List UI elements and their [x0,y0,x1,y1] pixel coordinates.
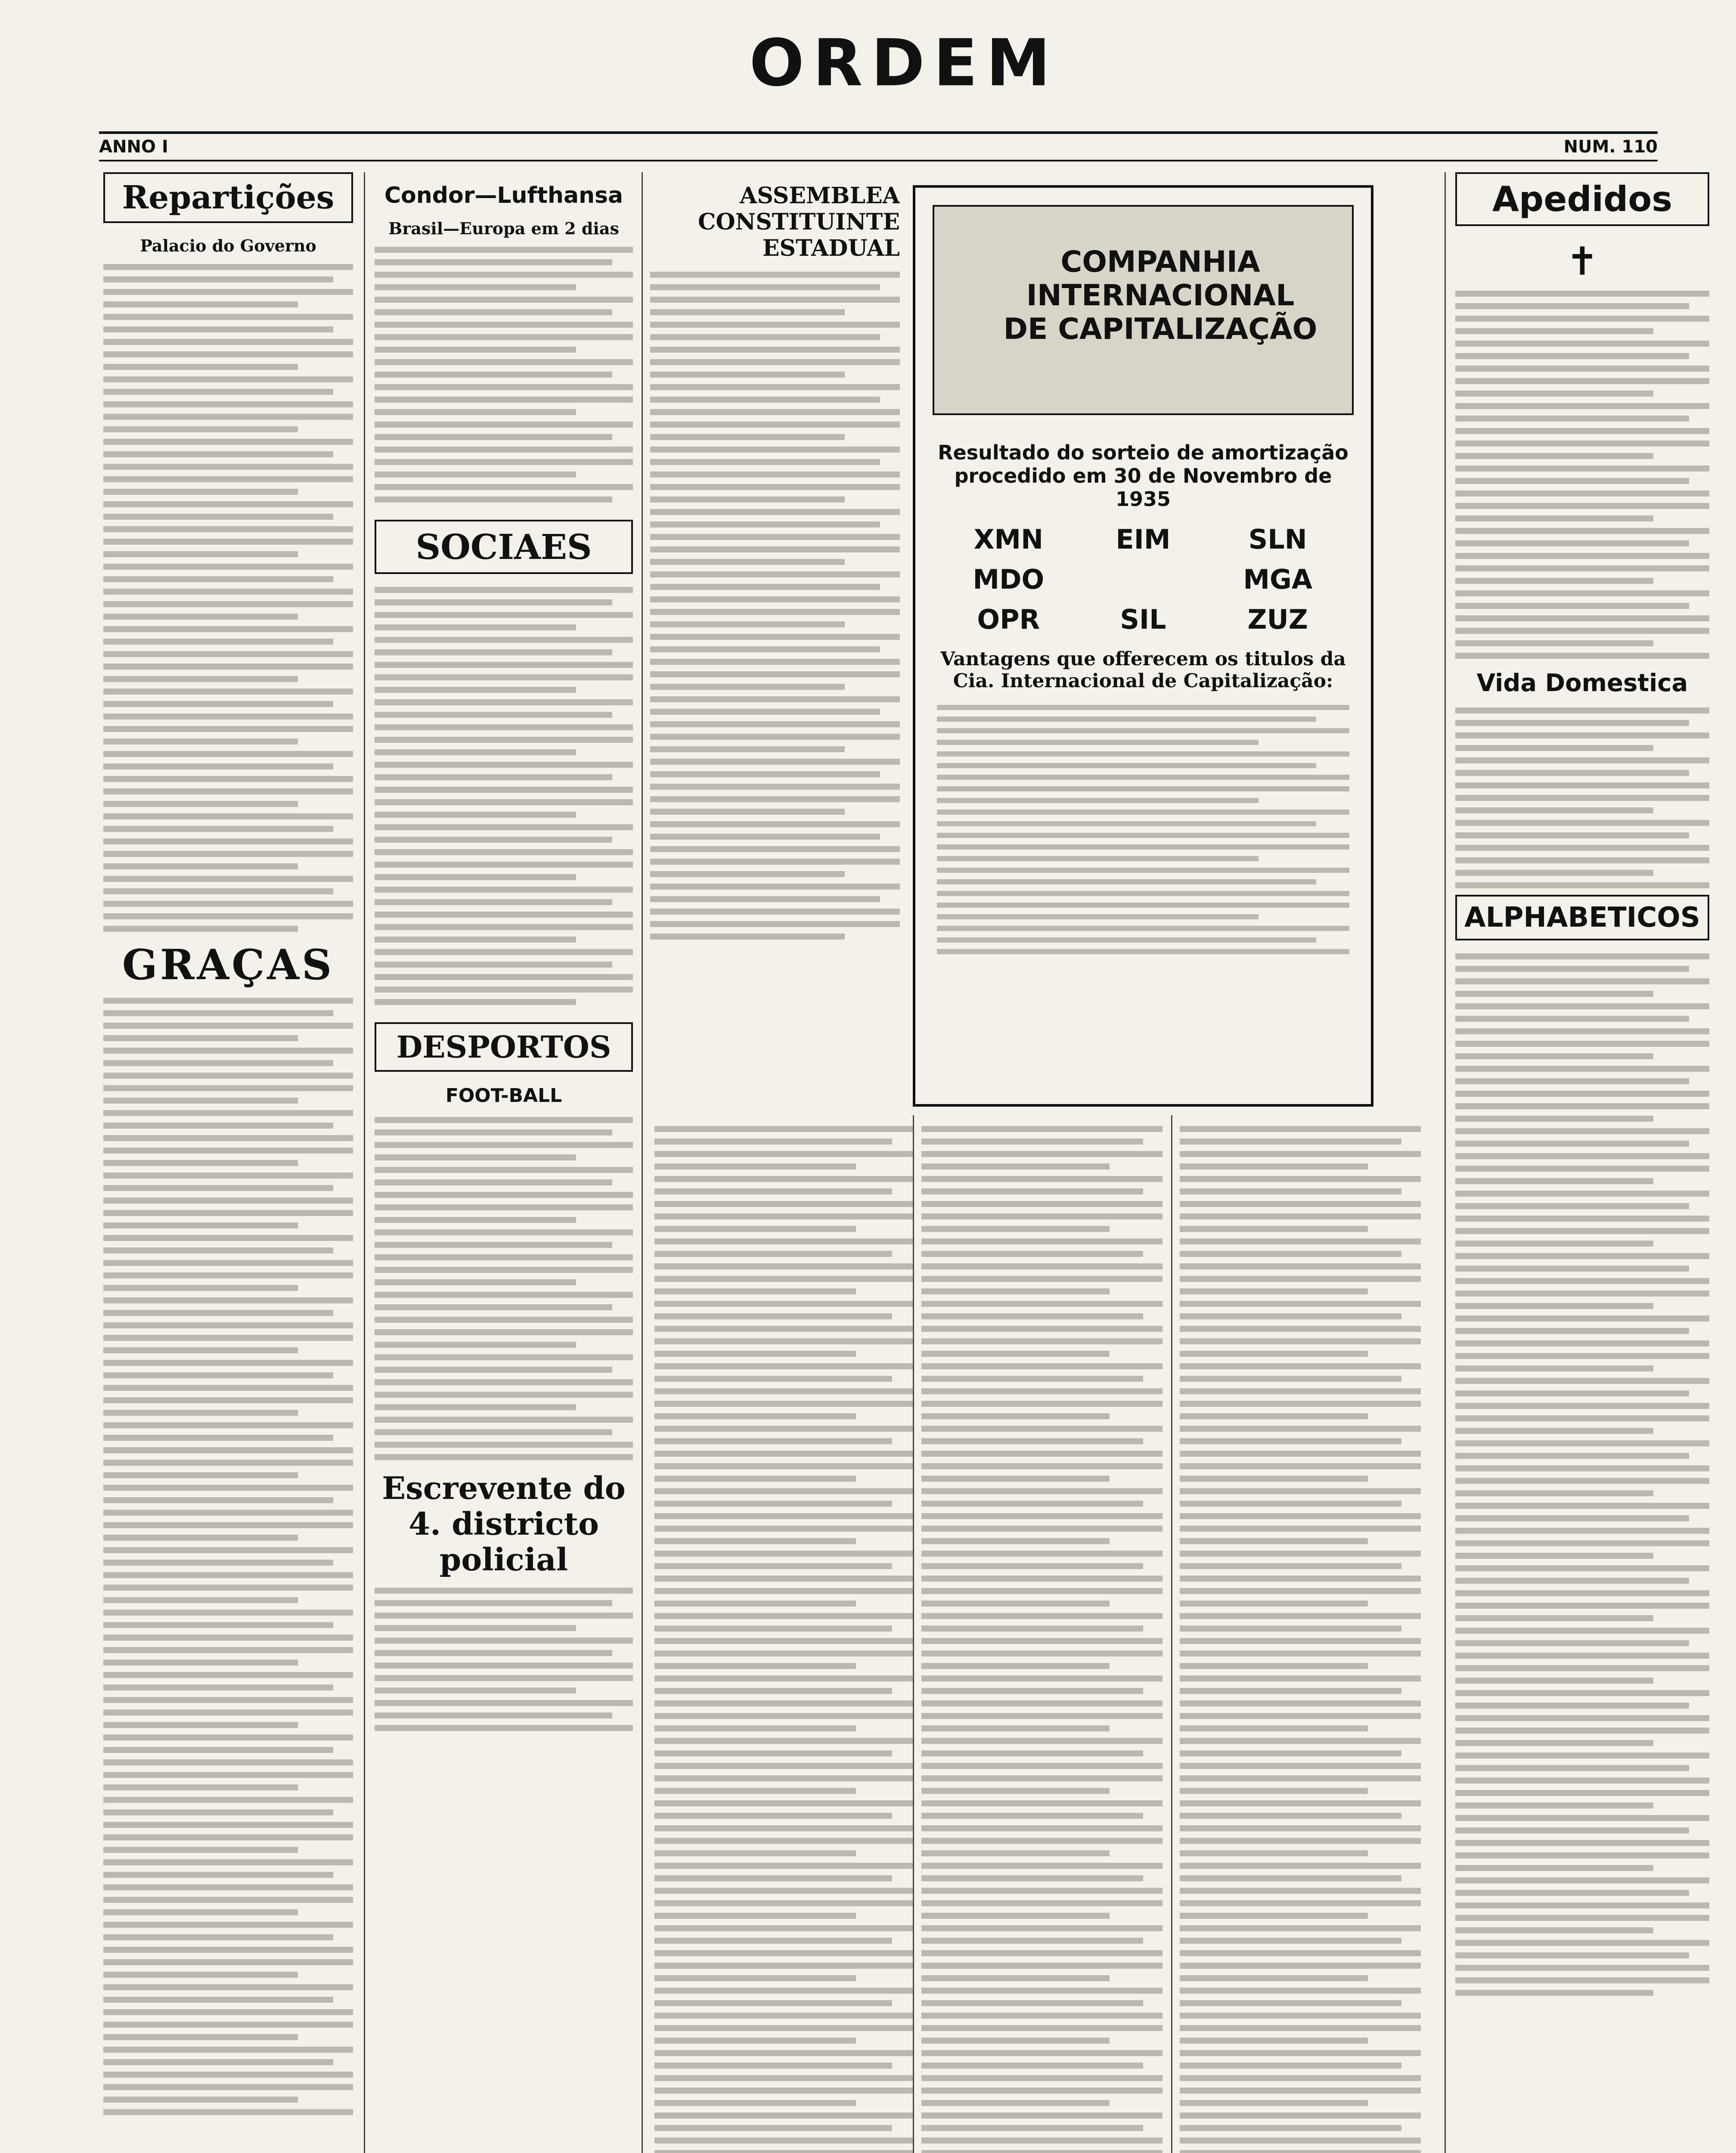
draw-code: SLN [1248,524,1307,555]
company-logo [933,205,1354,415]
article-text [375,1117,633,1460]
article-text [375,1588,633,1731]
subheading-palacio: Palacio do Governo [140,236,316,255]
section-heading-alphabeticos: ALPHABETICOS [1455,895,1709,940]
draw-code: OPR [977,604,1040,635]
ad-benefits-text [937,705,1349,954]
draw-code: SIL [1120,604,1166,635]
section-heading-apedidos: Apedidos [1455,172,1709,226]
column-condor-sociaes [375,172,633,2153]
column-rule [364,172,365,2153]
column-rule [1445,172,1446,2153]
issue-number: NUM. 110 [1563,137,1658,157]
column-assembleia [650,172,900,1098]
heading-escrevente: Escrevente do 4. districto policial [382,1470,626,1578]
article-text [1180,1120,1421,2153]
draw-codes [941,524,1345,635]
masthead [0,0,1736,157]
draw-code: MDO [973,564,1045,595]
article-text [103,264,353,932]
heading-assembleia: ASSEMBLEA CONSTITUINTE ESTADUAL [698,183,900,261]
draw-code: MGA [1243,564,1312,595]
article-text [103,998,353,2115]
draw-code: EIM [1116,524,1171,555]
draw-code: ZUZ [1247,604,1308,635]
cross-icon: ✝ [1566,239,1599,284]
article-text [1455,953,1709,1996]
issue-info-bar [99,131,1658,161]
article-text [921,1120,1162,2153]
heading-football: FOOT-BALL [445,1085,562,1107]
section-heading-reparticoes: Repartições [103,172,353,223]
article-text [654,1120,913,2153]
section-heading-gracas: GRAÇAS [122,940,335,989]
column-rule [913,1115,914,2153]
logo-line-1: COMPANHIA INTERNACIONAL [1026,245,1295,313]
column-reparticoes [103,172,353,2153]
article-text [375,247,633,503]
column-rule [1171,1115,1172,2153]
heading-condor: Condor—Lufthansa [384,183,623,208]
newspaper-title: ORDEM [749,26,1059,101]
section-heading-desportos: DESPORTOS [375,1022,633,1072]
issue-year: ANNO I [99,137,168,157]
capitalization-ad [913,185,1373,1107]
ad-subheading: Vantagens que offerecem os titulos da Cia. Internacional de Capitalização: [940,648,1346,692]
subheading-brasil-europa: Brasil—Europa em 2 dias [388,219,619,238]
ad-heading: Resultado do sorteio de amortização procedido em 30 de Novembro de 1935 [938,441,1348,511]
article-text [1455,707,1709,888]
article-text [1455,291,1709,659]
heading-vida-domestica: Vida Domestica [1476,669,1688,697]
section-heading-sociaes: SOCIAES [375,520,633,574]
column-apedidos [1455,172,1709,2153]
draw-code: XMN [973,524,1044,555]
logo-line-2: DE CAPITALIZAÇÃO [1003,312,1318,347]
article-text [375,587,633,1005]
article-text [650,272,900,940]
